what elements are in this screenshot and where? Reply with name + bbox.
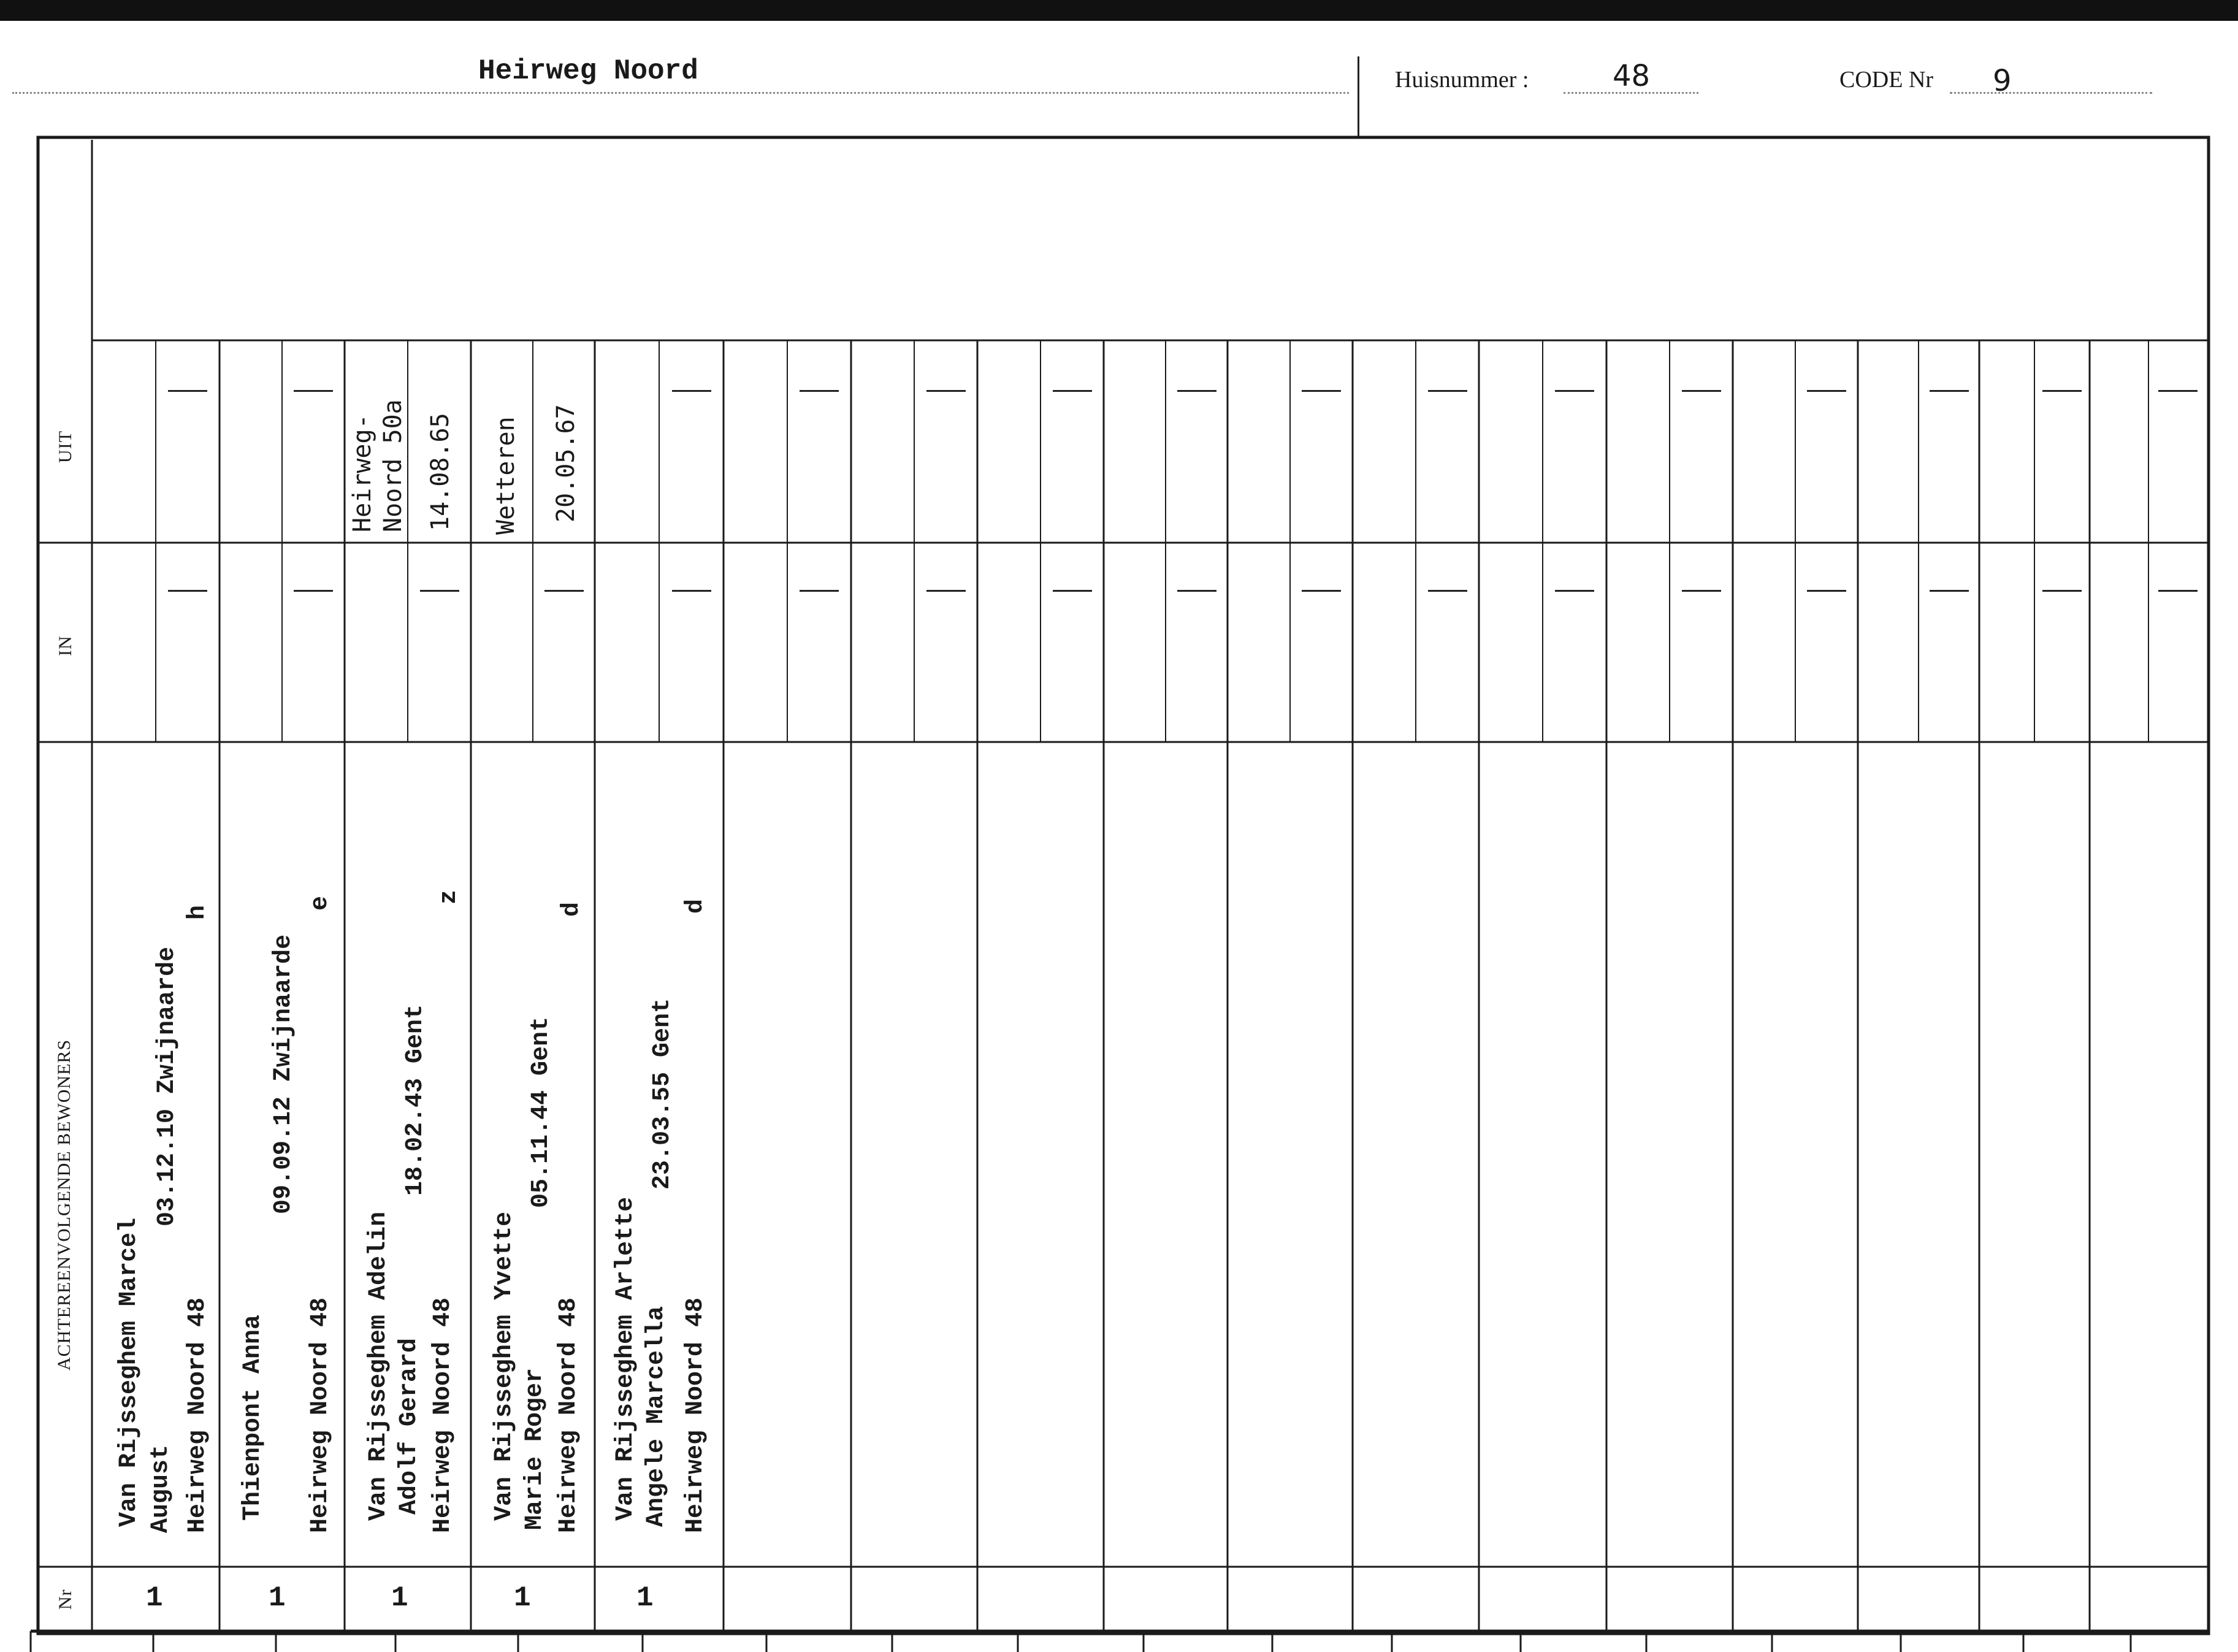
resident-3-uit-date: 14.08.65 xyxy=(426,413,454,531)
row-label-uit: UIT xyxy=(55,430,75,463)
huisnummer-label: Huisnummer : xyxy=(1395,67,1529,93)
resident-5-code: d xyxy=(682,898,709,914)
resident-2-line1: Thienpont Anna xyxy=(239,1314,267,1521)
resident-3-line2: Adolf Gerard xyxy=(395,1337,423,1515)
empty-dash xyxy=(1177,590,1216,592)
empty-dash xyxy=(1302,590,1341,592)
resident-1-line2: August xyxy=(147,1444,175,1533)
empty-dash xyxy=(1930,590,1969,592)
empty-dash xyxy=(1930,390,1969,392)
resident-2-code: e xyxy=(307,895,334,911)
row-label-bewoners: ACHTEREENVOLGENDE BEWONERS xyxy=(54,1039,74,1371)
empty-dash xyxy=(2158,590,2198,592)
empty-dash xyxy=(926,390,966,392)
empty-dash xyxy=(2042,590,2082,592)
empty-dash xyxy=(1682,390,1721,392)
resident-1-address: Heirweg Noord 48 xyxy=(184,1297,212,1533)
empty-dash xyxy=(1807,590,1846,592)
resident-3-code: z xyxy=(435,889,463,904)
resident-5-line1: Van Rijsseghem Arlette xyxy=(612,1196,640,1521)
resident-1-code: h xyxy=(184,904,212,920)
form-border xyxy=(38,137,2209,1634)
resident-4-code: d xyxy=(558,901,586,917)
resident-1-line1: Van Rijsseghem Marcel xyxy=(115,1217,143,1527)
empty-dash xyxy=(2158,390,2198,392)
resident-5-line2: Angele Marcella xyxy=(643,1306,670,1527)
empty-dash xyxy=(544,590,584,592)
empty-dash xyxy=(420,590,459,592)
empty-dash xyxy=(2042,390,2082,392)
resident-4-birth: 05.11.44 Gent xyxy=(527,1016,555,1208)
code-value: 9 xyxy=(1993,64,2012,98)
resident-4-address: Heirweg Noord 48 xyxy=(555,1297,582,1533)
resident-3-uit-place-2: Noord 50a xyxy=(379,399,407,532)
empty-dash xyxy=(800,390,839,392)
huisnummer-value: 48 xyxy=(1613,59,1651,93)
empty-dash xyxy=(672,590,711,592)
resident-3-address: Heirweg Noord 48 xyxy=(429,1297,457,1533)
empty-dash xyxy=(294,590,333,592)
resident-2-birth: 09.09.12 Zwijnaarde xyxy=(270,934,297,1214)
empty-dash xyxy=(1428,590,1467,592)
resident-4-uit-place: Wetteren xyxy=(492,416,520,535)
resident-3-birth: 18.02.43 Gent xyxy=(402,1004,429,1196)
empty-dash xyxy=(1302,390,1341,392)
empty-dash xyxy=(1682,590,1721,592)
empty-dash xyxy=(1053,590,1092,592)
empty-dash xyxy=(1053,390,1092,392)
empty-dash xyxy=(926,590,966,592)
empty-dash xyxy=(168,390,207,392)
resident-2-address: Heirweg Noord 48 xyxy=(307,1297,334,1533)
empty-dash xyxy=(1428,390,1467,392)
resident-4-nr: 1 xyxy=(514,1582,531,1614)
resident-3-nr: 1 xyxy=(391,1582,408,1614)
empty-dash xyxy=(800,590,839,592)
resident-2-nr: 1 xyxy=(269,1582,286,1614)
empty-dash xyxy=(672,390,711,392)
resident-4-line2: Marie Roger xyxy=(521,1367,549,1530)
street-name: Heirweg Noord xyxy=(478,55,698,87)
resident-4-uit-date: 20.05.67 xyxy=(552,404,580,522)
resident-3-uit-place-1: Heirweg- xyxy=(348,414,376,532)
resident-5-address: Heirweg Noord 48 xyxy=(682,1297,709,1533)
empty-dash xyxy=(1555,590,1594,592)
empty-dash xyxy=(1555,390,1594,392)
row-label-nr: Nr xyxy=(55,1589,75,1610)
resident-1-nr: 1 xyxy=(146,1582,163,1614)
resident-3-line1: Van Rijsseghem Adelin xyxy=(365,1211,392,1521)
resident-1-birth: 03.12.10 Zwijnaarde xyxy=(153,946,181,1226)
row-label-in: IN xyxy=(55,635,75,656)
resident-5-birth: 23.03.55 Gent xyxy=(649,998,676,1190)
resident-5-nr: 1 xyxy=(636,1582,654,1614)
code-label: CODE Nr xyxy=(1839,67,1934,93)
empty-dash xyxy=(294,390,333,392)
resident-4-line1: Van Rijsseghem Yvette xyxy=(491,1211,518,1521)
empty-dash xyxy=(1177,390,1216,392)
empty-dash xyxy=(168,590,207,592)
empty-dash xyxy=(1807,390,1846,392)
